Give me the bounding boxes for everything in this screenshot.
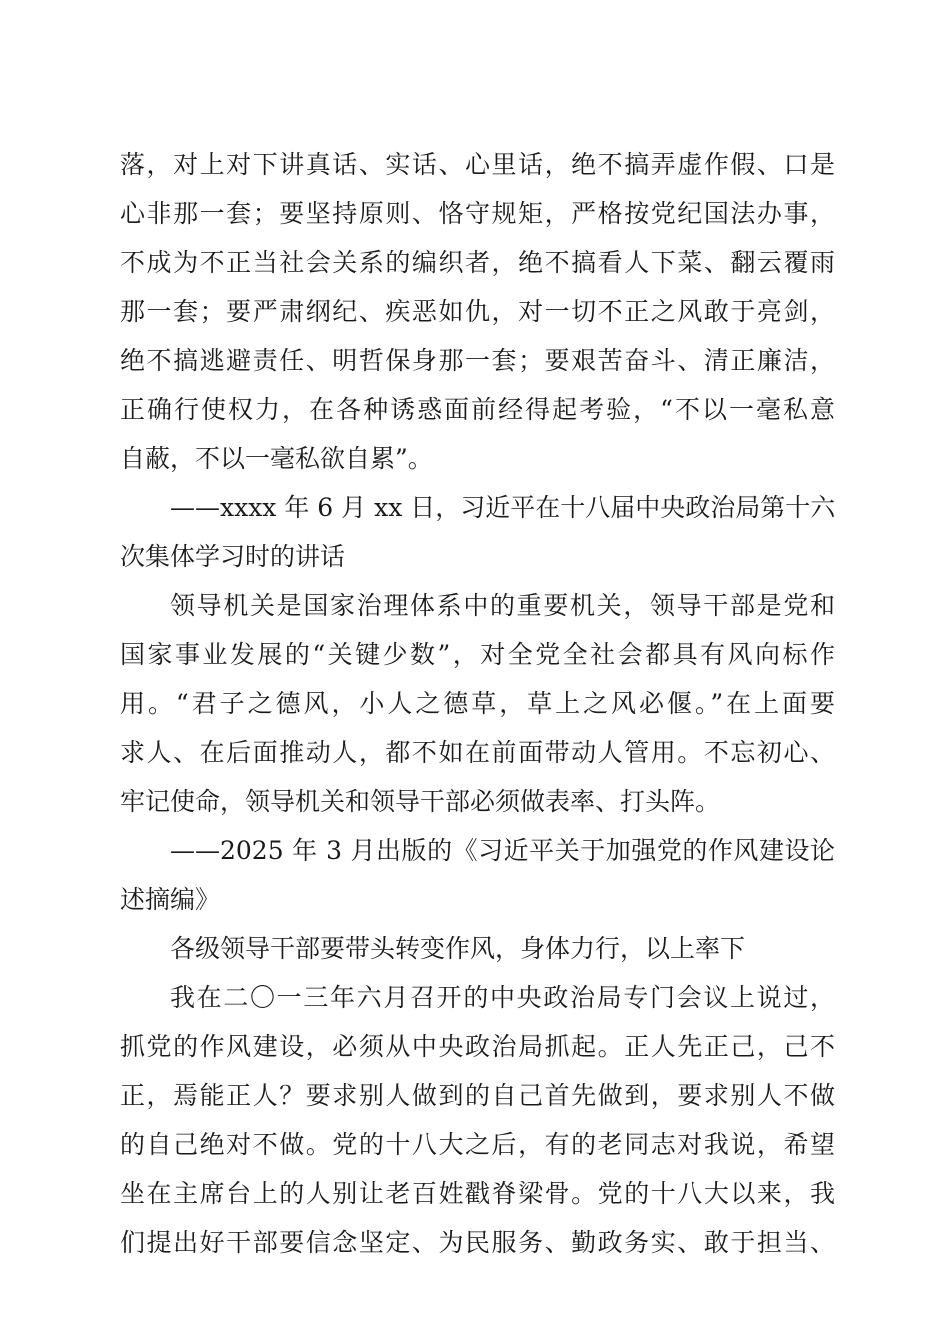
attribution-line: ——xxxx 年 6 月 xx 日，习近平在十八届中央政治局第十六 <box>170 493 835 522</box>
attribution-line: 述摘编》 <box>120 885 221 914</box>
text-line: 心非那一套；要坚持原则、恪守规矩，严格按党纪国法办事， <box>120 199 835 228</box>
text-line: 那一套；要严肃纲纪、疾恶如仇，对一切不正之风敢于亮剑， <box>120 297 835 326</box>
attribution-line: 次集体学习时的讲话 <box>120 542 346 571</box>
text-line: 们提出好干部要信念坚定、为民服务、勤政务实、敢于担当、 <box>120 1228 835 1257</box>
text-line: 坐在主席台上的人别让老百姓戳脊梁骨。党的十八大以来，我 <box>120 1179 835 1208</box>
text-line: 用。“君子之德风，小人之德草，草上之风必偃。”在上面要 <box>120 689 835 718</box>
attribution-line: ——2025 年 3 月出版的《习近平关于加强党的作风建设论 <box>170 836 835 865</box>
text-line: 正确行使权力，在各种诱惑面前经得起考验，“不以一毫私意 <box>120 395 835 424</box>
section-heading: 各级领导干部要带头转变作风，身体力行，以上率下 <box>170 934 746 963</box>
text-line: 我在二〇一三年六月召开的中央政治局专门会议上说过， <box>170 983 835 1012</box>
text-line: 落，对上对下讲真话、实话、心里话，绝不搞弄虚作假、口是 <box>120 150 835 179</box>
text-line: 绝不搞逃避责任、明哲保身那一套；要艰苦奋斗、清正廉洁， <box>120 346 835 375</box>
text-line: 求人、在后面推动人，都不如在前面带动人管用。不忘初心、 <box>120 738 835 767</box>
text-line: 的自己绝对不做。党的十八大之后，有的老同志对我说，希望 <box>120 1130 835 1159</box>
text-line: 牢记使命，领导机关和领导干部必须做表率、打头阵。 <box>120 787 721 816</box>
text-line: 抓党的作风建设，必须从中央政治局抓起。正人先正己，己不 <box>120 1032 835 1061</box>
text-line: 领导机关是国家治理体系中的重要机关，领导干部是党和 <box>170 591 835 620</box>
text-line: 不成为不正当社会关系的编织者，绝不搞看人下菜、翻云覆雨 <box>120 248 835 277</box>
text-line: 自蔽，不以一毫私欲自累”。 <box>120 444 433 473</box>
text-line: 国家事业发展的“关键少数”，对全党全社会都具有风向标作 <box>120 640 835 669</box>
text-line: 正，焉能正人？要求别人做到的自己首先做到，要求别人不做 <box>120 1081 835 1110</box>
